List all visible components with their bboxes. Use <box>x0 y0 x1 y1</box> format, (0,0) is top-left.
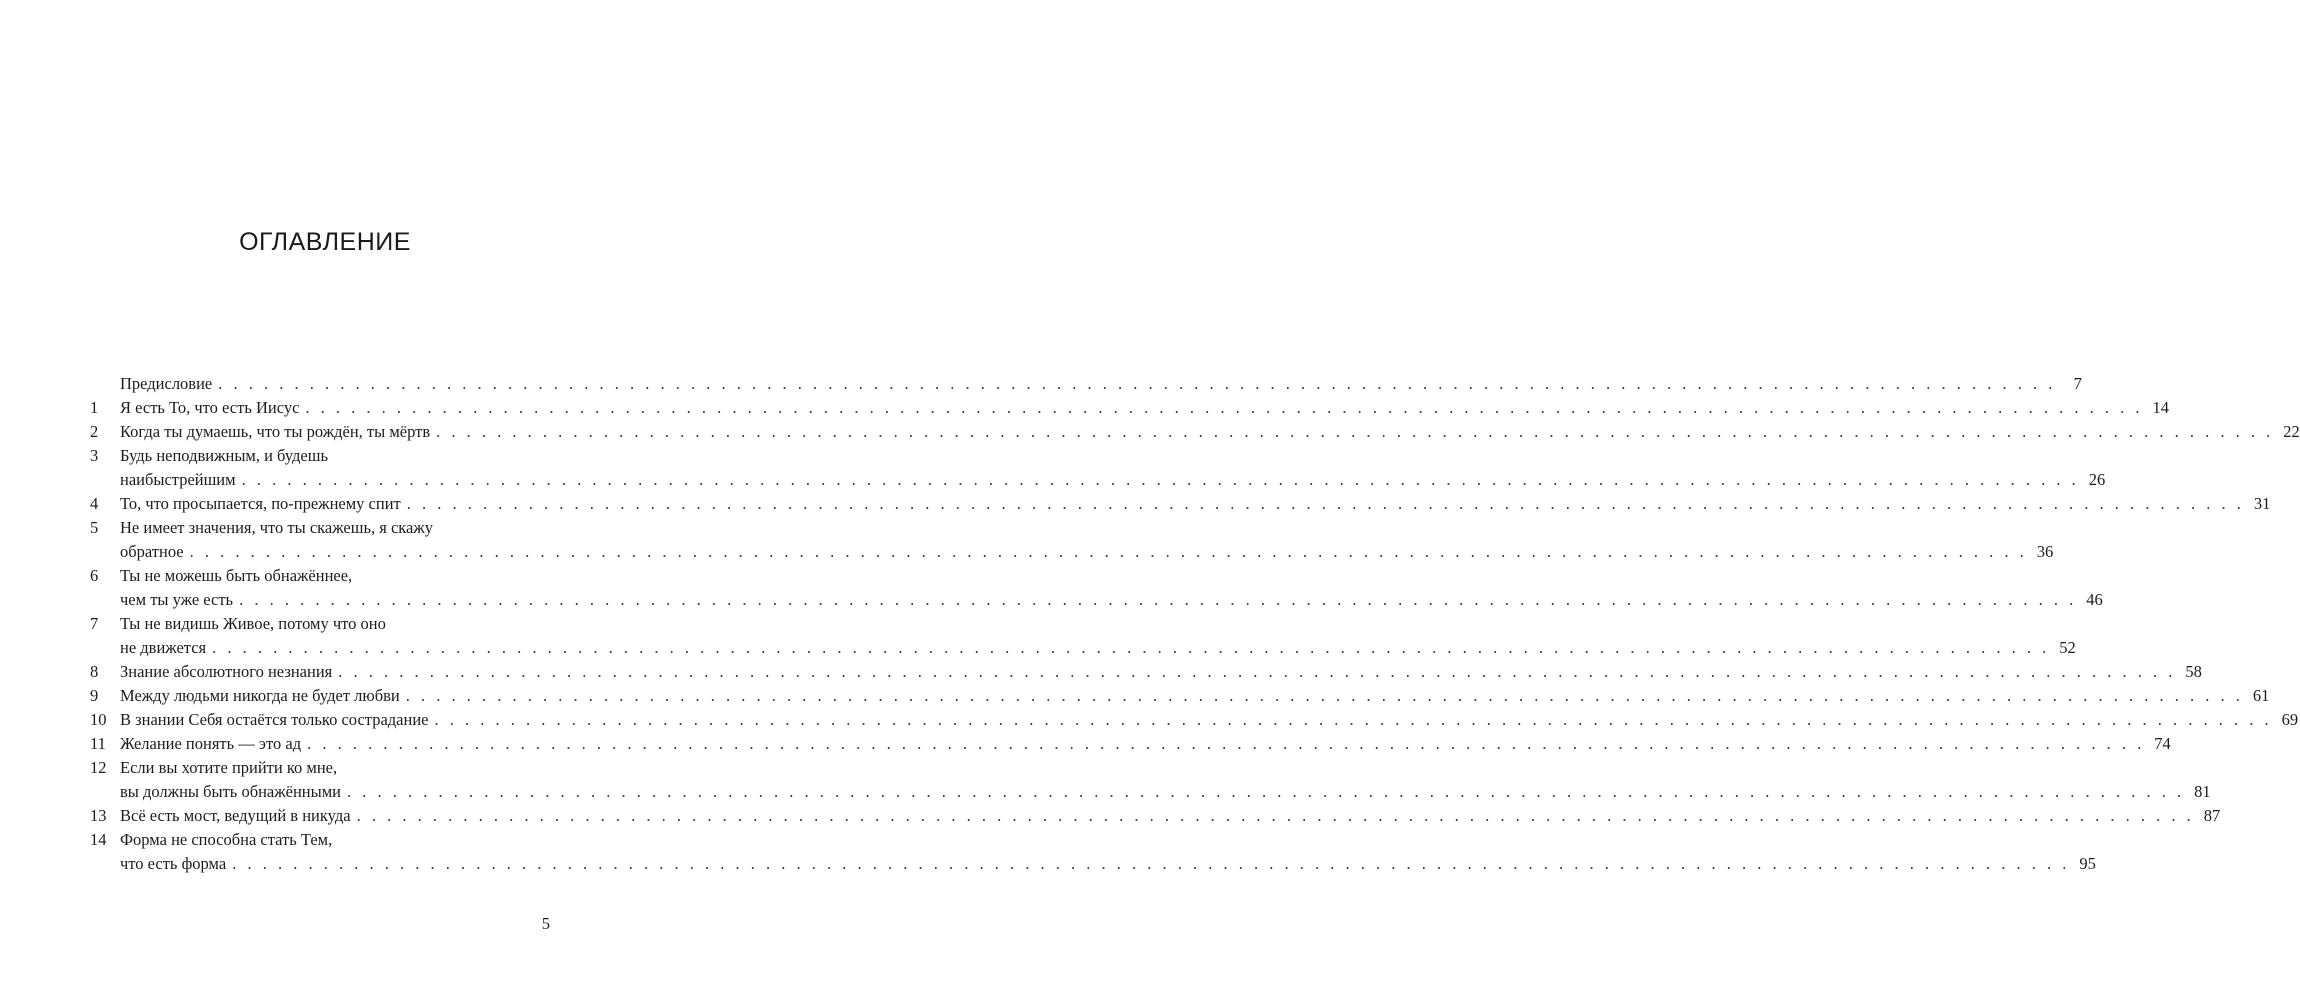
toc-dot-leader <box>305 396 2143 420</box>
toc-entry-number: 11 <box>90 734 106 753</box>
toc-entry-page: 61 <box>2252 686 2270 705</box>
toc-entry-page: 69 <box>2281 710 2299 729</box>
toc-entry-page: 74 <box>2154 734 2171 753</box>
toc-entry-number: 7 <box>90 614 99 633</box>
toc-entry-line <box>90 468 2106 492</box>
toc-dot-leader <box>357 804 2195 828</box>
toc-entry-line <box>90 804 2221 828</box>
toc-entry-line <box>90 756 543 780</box>
toc-entry-title: То, что просыпается, по-прежнему спит <box>120 494 401 513</box>
toc-entry-title: Ты не видишь Живое, потому что оно <box>120 614 386 633</box>
toc-entry-number: 1 <box>90 398 99 417</box>
toc-entry-line <box>90 492 2271 516</box>
toc-entry-number: 3 <box>90 446 99 465</box>
toc-entry-number: 4 <box>90 494 99 513</box>
toc-entry-line <box>90 612 543 636</box>
toc-entry-title: Форма не способна стать Тем, <box>120 830 333 849</box>
toc-dot-leader <box>406 684 2244 708</box>
toc-dot-leader <box>212 636 2050 660</box>
toc-entry-title: наибыстрейшим <box>120 470 236 489</box>
toc-dot-leader <box>307 732 2145 756</box>
toc-dot-leader <box>242 468 2080 492</box>
toc-entry-line <box>90 684 2270 708</box>
toc-entry-line <box>90 564 543 588</box>
page-title: ОГЛАВЛЕНИЕ <box>239 228 411 256</box>
toc-entry-page: 36 <box>2036 542 2054 561</box>
toc-entry-title: Желание понять — это ад <box>120 734 302 753</box>
toc-entry-title: Не имеет значения, что ты скажешь, я скажу <box>120 518 434 537</box>
toc-entry-page: 26 <box>2088 470 2106 489</box>
toc-entry-title: чем ты уже есть <box>120 590 234 609</box>
toc-entry-line <box>90 660 2202 684</box>
toc-entry-number: 2 <box>90 422 99 441</box>
toc-entry-title: Если вы хотите прийти ко мне, <box>120 758 338 777</box>
toc-entry-line <box>90 708 2299 732</box>
toc-entry-page: 46 <box>2086 590 2103 609</box>
toc-dot-leader <box>338 660 2176 684</box>
toc-entry-title: Всё есть мост, ведущий в никуда <box>120 806 351 825</box>
toc-entry-title: Будь неподвижным, и будешь <box>120 446 328 465</box>
toc-entry-number: 12 <box>90 758 107 777</box>
toc-dot-leader <box>434 708 2272 732</box>
toc-entry-title: не движется <box>120 638 207 657</box>
toc-dot-leader <box>407 492 2245 516</box>
toc-entry-line <box>90 396 2170 420</box>
toc-entry-title: вы должны быть обнажёнными <box>120 782 341 801</box>
toc-entry-page: 52 <box>2059 638 2076 657</box>
toc-entry-page: 14 <box>2152 398 2170 417</box>
toc-entry-title: Ты не можешь быть обнажённее, <box>120 566 353 585</box>
toc-entry-line <box>90 372 2082 396</box>
toc-dot-leader <box>347 780 2185 804</box>
toc-entry-line <box>90 732 2171 756</box>
toc-entry-title: Когда ты думаешь, что ты рождён, ты мёртв <box>120 422 431 441</box>
toc-entry-number: 8 <box>90 662 99 681</box>
toc-entry-page: 22 <box>2283 422 2300 441</box>
toc-dot-leader <box>190 540 2028 564</box>
toc-entry-line <box>90 420 2300 444</box>
table-of-contents <box>90 372 2300 876</box>
toc-entry-line <box>90 588 2103 612</box>
toc-dot-leader <box>436 420 2274 444</box>
toc-entry-line <box>90 780 2211 804</box>
toc-dot-leader <box>232 852 2070 876</box>
toc-entry-title: Предисловие <box>120 374 213 393</box>
toc-entry-line <box>90 516 543 540</box>
toc-entry-page: 81 <box>2194 782 2211 801</box>
toc-dot-leader <box>239 588 2077 612</box>
toc-entry-number: 6 <box>90 566 99 585</box>
toc-entry-number: 9 <box>90 686 99 705</box>
toc-entry-title: Знание абсолютного незнания <box>120 662 333 681</box>
toc-entry-line <box>90 852 2096 876</box>
toc-entry-line <box>90 444 543 468</box>
toc-entry-number: 5 <box>90 518 99 537</box>
toc-entry-page: 31 <box>2253 494 2271 513</box>
toc-entry-title: Между людьми никогда не будет любви <box>120 686 400 705</box>
toc-entry-page: 7 <box>2073 374 2082 393</box>
toc-entry-title: Я есть То, что есть Иисус <box>120 398 300 417</box>
toc-entry-page: 87 <box>2203 806 2221 825</box>
toc-entry-number: 13 <box>90 806 107 825</box>
toc-entry-title: обратное <box>120 542 184 561</box>
toc-entry-page: 95 <box>2079 854 2096 873</box>
toc-entry-title: В знании Себя остаётся только сострадание <box>120 710 429 729</box>
toc-entry-number: 14 <box>90 830 107 849</box>
toc-entry-title: что есть форма <box>120 854 227 873</box>
toc-entry-line <box>90 540 2054 564</box>
toc-entry-line <box>90 636 2076 660</box>
toc-dot-leader <box>218 372 2056 396</box>
toc-entry-number: 10 <box>90 710 107 729</box>
toc-entry-line <box>90 828 543 852</box>
page-number: 5 <box>541 914 550 933</box>
toc-entry-page: 58 <box>2185 662 2202 681</box>
